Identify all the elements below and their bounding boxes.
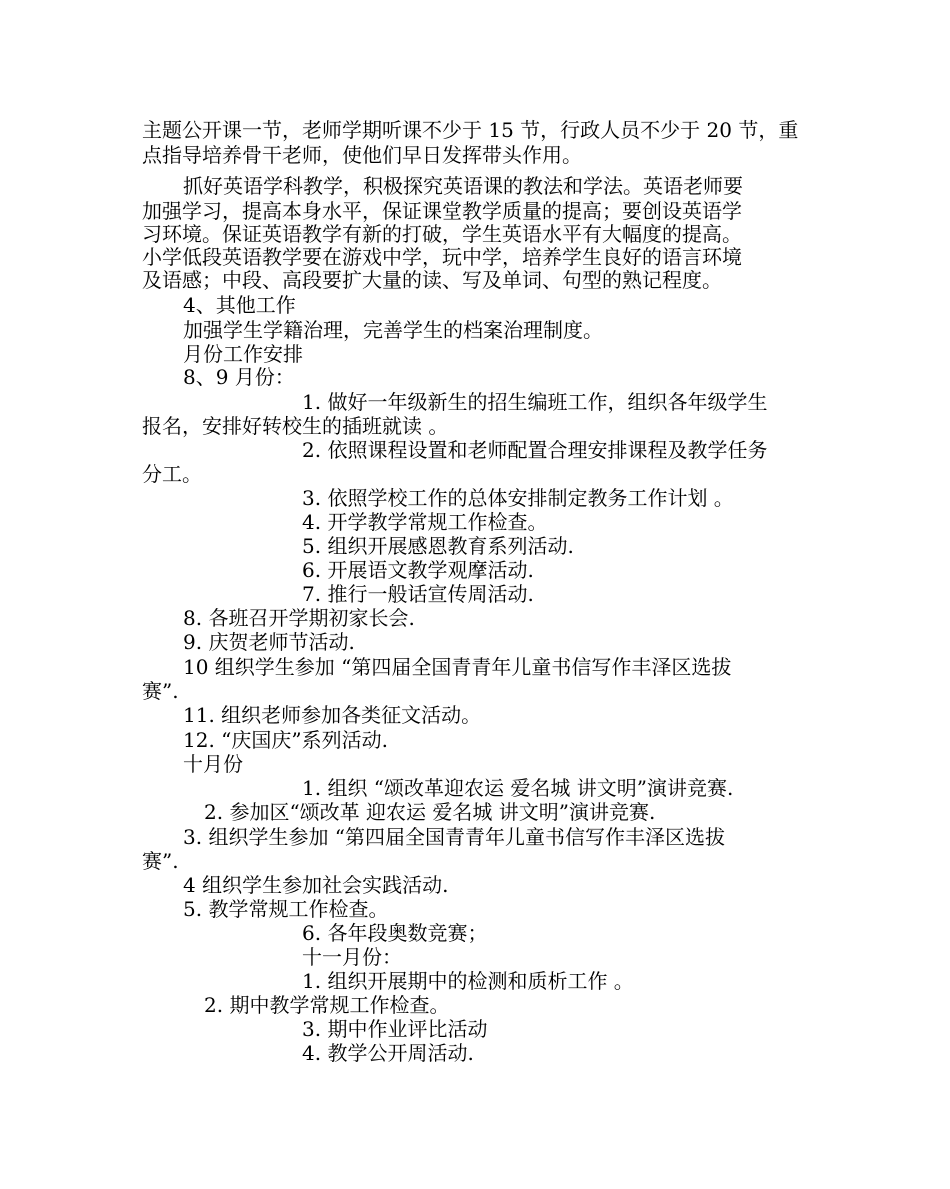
text-line: 加强学生学籍治理，完善学生的档案治理制度。 [183, 318, 603, 342]
text-line: 赛”. [142, 679, 179, 703]
text-line: 报名，安排好转校生的插班就读 。 [142, 414, 449, 438]
text-line: 1. 组织 “颂改革迎农运 爱名城 讲文明”演讲竞赛. [302, 776, 734, 800]
text-line: 6. 开展语文教学观摩活动. [302, 558, 534, 582]
text-line: 7. 推行一般话宣传周活动. [302, 582, 534, 606]
text-line: 9. 庆贺老师节活动. [183, 630, 355, 654]
text-line: 赛”. [142, 849, 179, 873]
text-line: 8. 各班召开学期初家长会. [183, 606, 415, 630]
text-line: 5. 组织开展感恩教育系列活动. [302, 534, 574, 558]
text-line: 4 组织学生参加社会实践活动. [183, 873, 449, 897]
text-line: 4、其他工作 [183, 293, 296, 317]
text-line: 4. 开学教学常规工作检查。 [302, 510, 548, 534]
text-line: 加强学习，提高本身水平，保证课堂教学质量的提高；要创设英语学 [142, 199, 742, 223]
month-heading: 十月份 [183, 752, 243, 776]
text-line: 小学低段英语教学要在游戏中学，玩中学，培养学生良好的语言环境 [142, 245, 742, 269]
text-line: 3. 依照学校工作的总体安排制定教务工作计划 。 [302, 486, 734, 510]
text-line: 2. 期中教学常规工作检查。 [204, 993, 450, 1017]
text-line: 习环境。保证英语教学有新的打破，学生英语水平有大幅度的提高。 [142, 222, 742, 246]
text-line: 4. 教学公开周活动. [302, 1041, 474, 1065]
text-line: 2. 依照课程设置和老师配置合理安排课程及教学任务 [302, 438, 768, 462]
text-line: 2. 参加区“颂改革 迎农运 爱名城 讲文明”演讲竞赛. [204, 800, 656, 824]
text-line: 1. 做好一年级新生的招生编班工作，组织各年级学生 [302, 390, 768, 414]
text-line: 主题公开课一节，老师学期听课不少于 15 节，行政人员不少于 20 节，重 [142, 118, 799, 142]
text-line: 11. 组织老师参加各类征文活动。 [183, 703, 482, 727]
section-heading: 月份工作安排 [183, 342, 303, 366]
month-heading: 十一月份： [302, 945, 402, 969]
text-line: 6. 各年段奥数竞赛； [302, 921, 488, 945]
text-line: 3. 组织学生参加 “第四届全国青青年儿童书信写作丰泽区选拔 [183, 825, 726, 849]
text-line: 分工。 [142, 462, 202, 486]
text-line: 3. 期中作业评比活动 [302, 1017, 488, 1041]
text-line: 10 组织学生参加 “第四届全国青青年儿童书信写作丰泽区选拔 [183, 655, 732, 679]
text-line: 5. 教学常规工作检查。 [183, 897, 389, 921]
text-line: 及语感；中段、高段要扩大量的读、写及单词、句型的熟记程度。 [142, 268, 722, 292]
month-heading: 8、9 月份： [183, 365, 295, 389]
text-line: 抓好英语学科教学，积极探究英语课的教法和学法。英语老师要 [183, 174, 743, 198]
text-line: 1. 组织开展期中的检测和质析工作 。 [302, 969, 634, 993]
text-line: 点指导培养骨干老师，使他们早日发挥带头作用。 [142, 143, 582, 167]
text-line: 12. “庆国庆”系列活动. [183, 728, 388, 752]
